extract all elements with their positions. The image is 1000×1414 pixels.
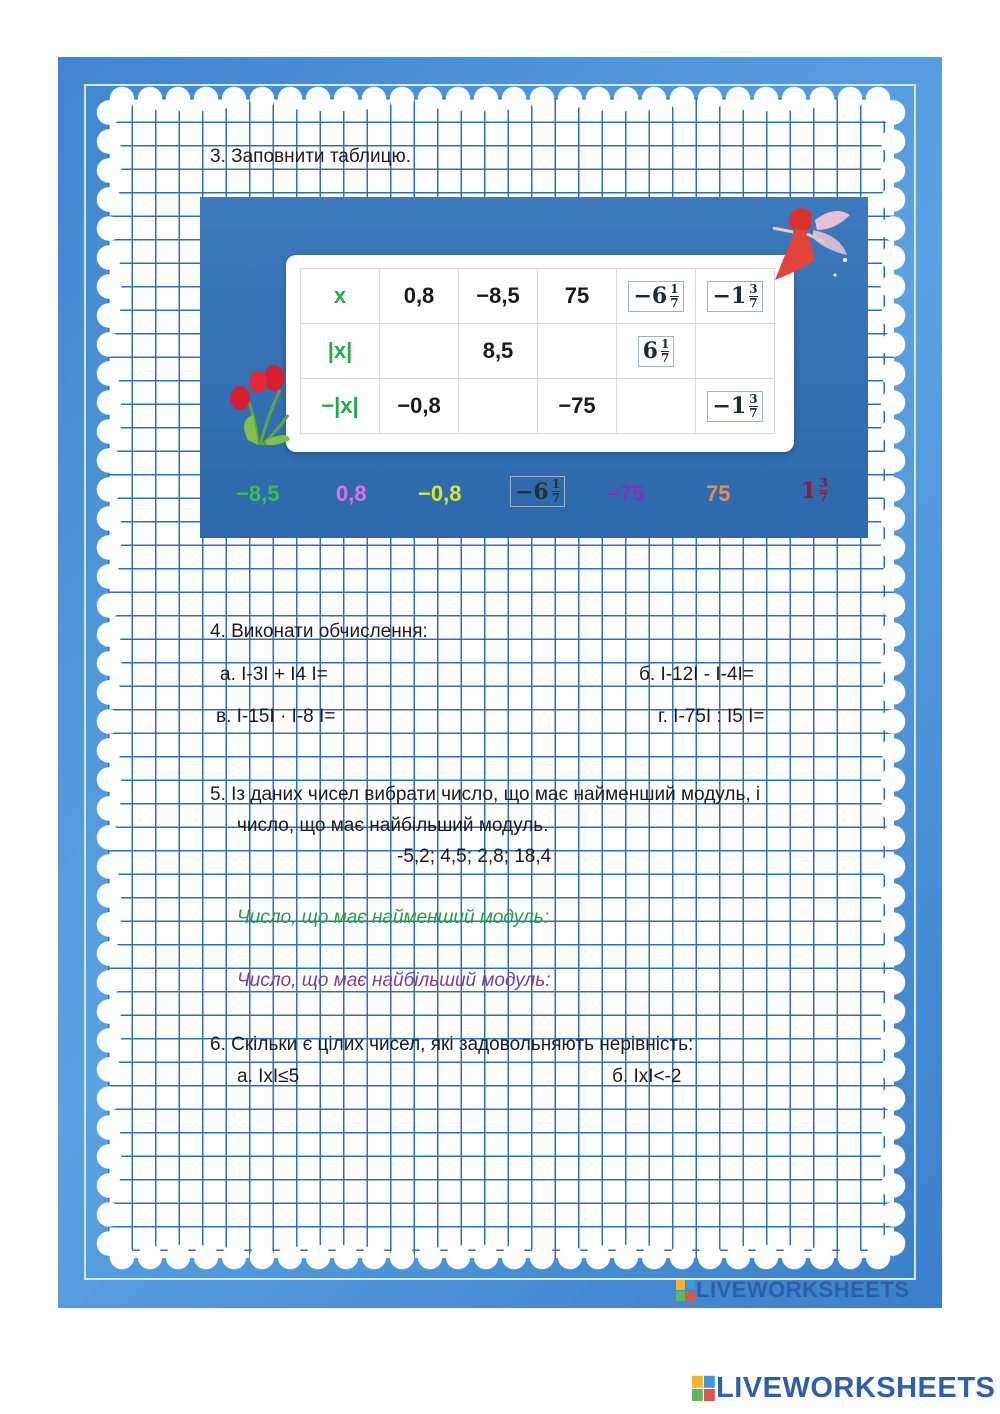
mixed-fraction: −6 1 7 xyxy=(628,281,683,312)
liveworksheets-logo-inner xyxy=(676,1277,910,1303)
answer-chip[interactable] xyxy=(797,476,832,505)
task6-item-a: а. IxI≤5 xyxy=(237,1066,300,1087)
table-cell: 75 xyxy=(538,269,617,324)
task4-item-a: а. I-3I + I4 I= xyxy=(220,664,328,685)
mixed-fraction: −1 3 7 xyxy=(707,281,762,312)
table-cell: 8,5 xyxy=(459,324,538,379)
liveworksheets-logo-text: LIVEWORKSHEETS xyxy=(716,1372,996,1404)
answer-chip[interactable]: −0,8 xyxy=(418,481,462,506)
task4-item-b: б. I-12I - I-4I= xyxy=(639,664,754,685)
table-cell: −75 xyxy=(538,379,617,434)
answer-chip[interactable]: −8,5 xyxy=(236,481,280,506)
table-cell: −8,5 xyxy=(459,269,538,324)
row-label: |x| xyxy=(301,324,380,379)
scallop-edge-left xyxy=(96,98,122,1258)
task6-title: 6. Скільки є цілих чисел, які задовольняють нерівність: xyxy=(210,1034,694,1055)
table-cell[interactable] xyxy=(459,379,538,434)
table-cell xyxy=(696,379,775,434)
answer-chip[interactable] xyxy=(510,476,565,507)
mixed-fraction: 1 3 7 xyxy=(801,476,828,504)
table-row xyxy=(301,324,775,379)
table-row xyxy=(301,379,775,434)
table-cell[interactable] xyxy=(538,324,617,379)
table-cell: 0,8 xyxy=(380,269,459,324)
liveworksheets-logo-text: LIVEWORKSHEETS xyxy=(696,1277,910,1302)
table-cell xyxy=(617,324,696,379)
tulips-icon xyxy=(218,360,298,450)
liveworksheets-logo-footer xyxy=(692,1372,995,1405)
mixed-fraction: 6 1 7 xyxy=(638,336,675,367)
liveworksheets-badge-icon xyxy=(692,1375,716,1403)
task5-max-label: Число, що має найбільший модуль: xyxy=(237,970,551,991)
liveworksheets-badge-icon xyxy=(676,1280,696,1302)
modulus-table xyxy=(300,268,775,434)
task6-item-b: б. IxI<-2 xyxy=(612,1066,682,1087)
fairy-icon xyxy=(755,200,855,300)
answer-chip[interactable]: −75 xyxy=(607,481,645,506)
table-cell[interactable] xyxy=(696,324,775,379)
scallop-edge-top xyxy=(108,86,894,112)
task5-numbers: -5,2; 4,5; 2,8; 18,4 xyxy=(397,846,552,867)
task4-item-d: г. I-75I : I5 I= xyxy=(658,706,765,727)
task4-title: 4. Виконати обчислення: xyxy=(210,621,428,642)
table-cell xyxy=(617,269,696,324)
row-label: −|x| xyxy=(301,379,380,434)
table-cell[interactable] xyxy=(617,379,696,434)
task4-item-c: в. I-15I · I-8 I= xyxy=(216,706,336,727)
answer-chip[interactable]: 75 xyxy=(706,481,731,506)
row-label: x xyxy=(301,269,380,324)
table-cell: −0,8 xyxy=(380,379,459,434)
task5-line1: 5. Із даних чисел вибрати число, що має найменший модуль, і xyxy=(210,784,761,805)
scallop-edge-right xyxy=(880,98,906,1258)
answer-chip[interactable]: 0,8 xyxy=(336,481,367,506)
table-row xyxy=(301,269,775,324)
task5-line2: число, що має найбільший модуль. xyxy=(237,815,549,836)
table-cell[interactable] xyxy=(380,324,459,379)
task5-min-label: Число, що має найменший модуль: xyxy=(237,907,549,928)
scallop-edge-bottom xyxy=(108,1244,894,1270)
task3-title: 3. Заповнити таблицю. xyxy=(210,146,412,167)
mixed-fraction: −1 3 7 xyxy=(707,391,762,422)
mixed-fraction: −6 1 7 xyxy=(510,476,565,507)
